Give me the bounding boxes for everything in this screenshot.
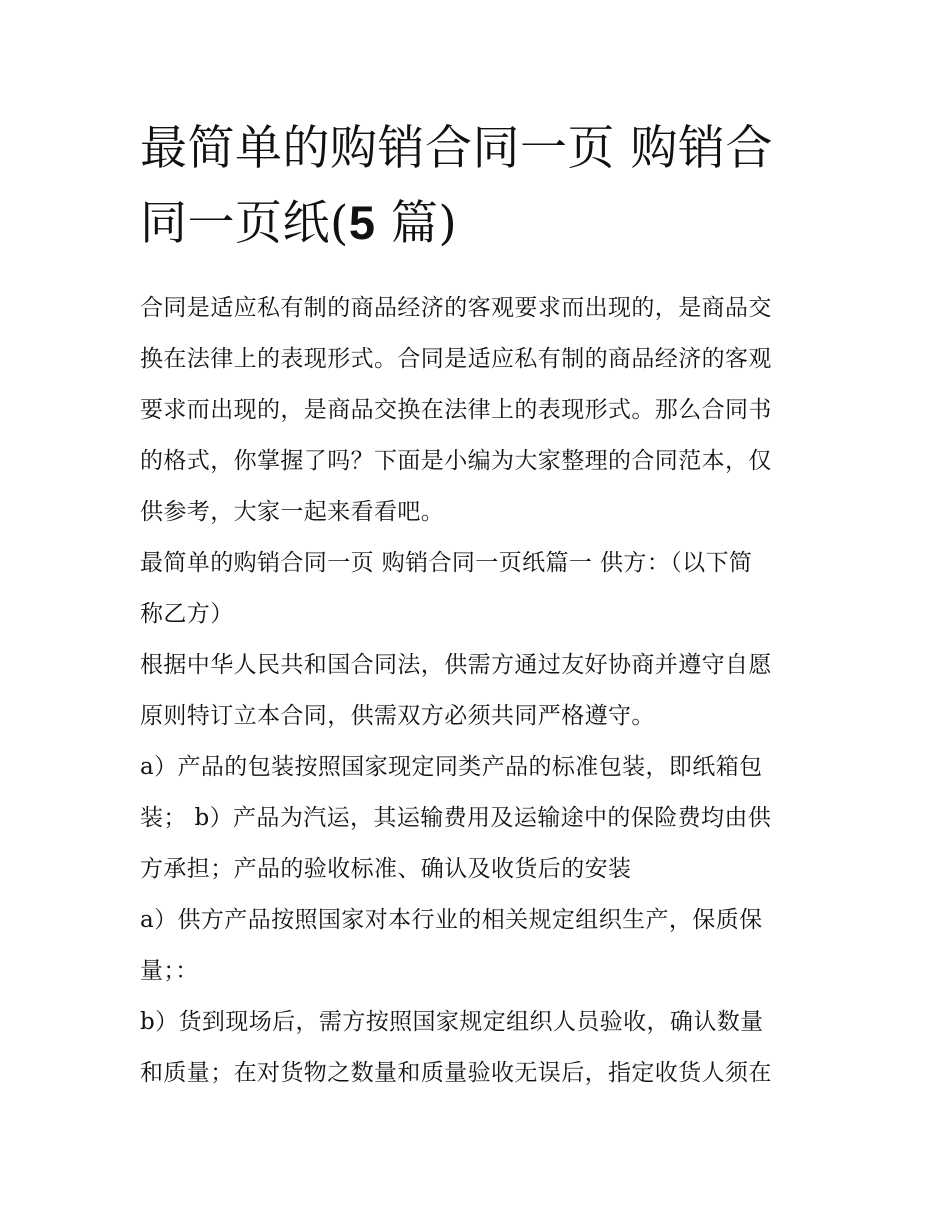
paragraph-contract-heading — [140, 538, 812, 640]
title-text-part-3: 篇) — [375, 196, 458, 251]
paragraph-line: 和质量；在对货物之数量和质量验收无误后，指定收货人须在 — [140, 1060, 772, 1086]
paragraph-line: 的格式，你掌握了吗？下面是小编为大家整理的合同范本，仅 — [140, 448, 772, 474]
paragraph-line: 称乙方） — [140, 601, 234, 627]
title-line-1 — [140, 112, 812, 186]
paragraph-line: b）货到现场后，需方按照国家规定组织人员验收，确认数量 — [140, 1009, 764, 1035]
paragraph-legal-basis — [140, 640, 812, 742]
title-text-part-2: 同一页纸( — [140, 196, 349, 251]
paragraph-line: 要求而出现的，是商品交换在法律上的表现形式。那么合同书 — [140, 397, 772, 423]
document-body — [140, 283, 812, 1099]
paragraph-line: a）供方产品按照国家对本行业的相关规定组织生产，保质保 — [140, 907, 763, 933]
paragraph-packaging — [140, 742, 812, 895]
paragraph-line: 换在法律上的表现形式。合同是适应私有制的商品经济的客观 — [140, 346, 772, 372]
document-page — [140, 112, 812, 1099]
paragraph-line: 供参考，大家一起来看看吧。 — [140, 499, 445, 525]
paragraph-production — [140, 895, 812, 997]
title-line-2 — [140, 186, 812, 261]
title-article-count: 5 — [348, 196, 376, 249]
paragraph-line: 原则特订立本合同，供需双方必须共同严格遵守。 — [140, 703, 655, 729]
paragraph-line: 装； b）产品为汽运，其运输费用及运输途中的保险费均由供 — [140, 805, 772, 831]
document-title — [140, 112, 812, 261]
paragraph-line: a）产品的包装按照国家现定同类产品的标准包装，即纸箱包 — [140, 754, 763, 780]
paragraph-inspection — [140, 997, 812, 1099]
paragraph-line: 合同是适应私有制的商品经济的客观要求而出现的，是商品交 — [140, 295, 772, 321]
title-text-part-1: 最简单的购销合同一页 购销合 — [140, 121, 773, 176]
paragraph-line: 量；： — [140, 958, 199, 984]
paragraph-line: 最简单的购销合同一页 购销合同一页纸篇一 供方：（以下简 — [140, 550, 753, 576]
paragraph-line: 方承担；产品的验收标准、确认及收货后的安装 — [140, 856, 632, 882]
paragraph-line: 根据中华人民共和国合同法，供需方通过友好协商并遵守自愿 — [140, 652, 772, 678]
paragraph-intro — [140, 283, 812, 538]
